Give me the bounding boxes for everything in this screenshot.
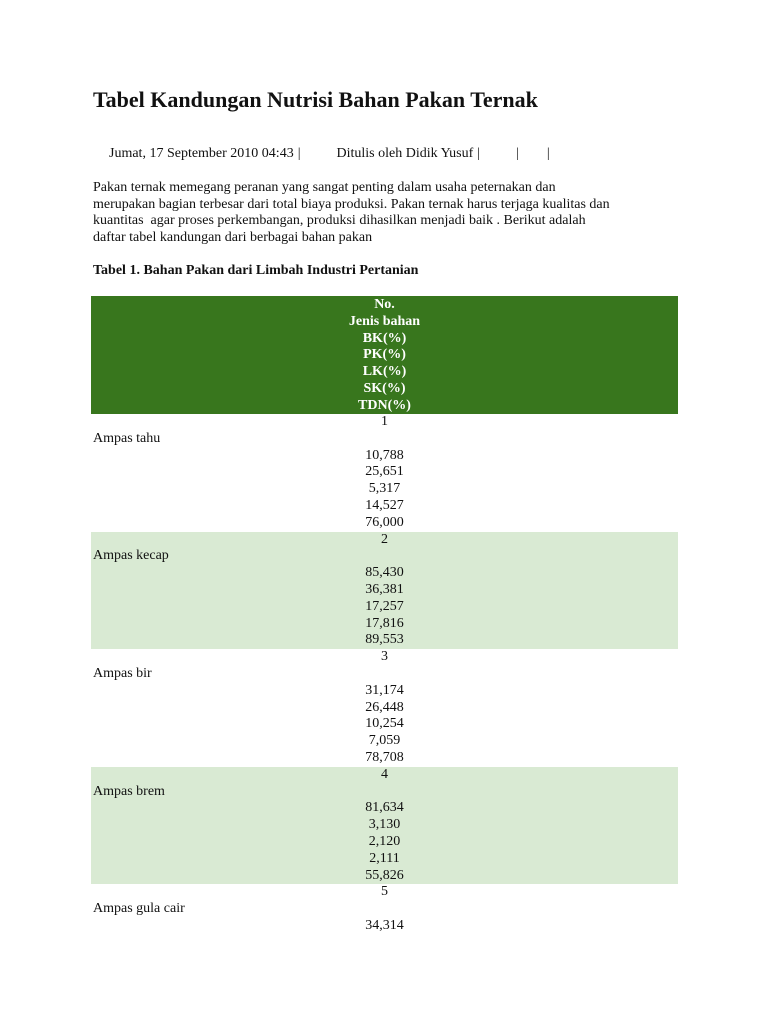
meta-separator: | [516, 146, 519, 161]
cell-name: Ampas brem [93, 783, 165, 799]
cell-bk: 81,634 [365, 800, 404, 816]
header-cell-tdn: TDN(%) [358, 397, 411, 413]
intro-line: kuantitas agar proses perkembangan, produksi dihasilkan menjadi baik . Berikut adalah [93, 213, 586, 228]
cell-no: 1 [381, 414, 388, 429]
cell-lk: 17,257 [365, 598, 404, 614]
cell-sk: 17,816 [365, 615, 404, 631]
cell-sk: 7,059 [368, 733, 401, 749]
header-cell-no: No. [374, 297, 395, 312]
cell-lk: 5,317 [368, 481, 401, 497]
cell-tdn: 78,708 [365, 749, 404, 765]
cell-bk: 31,174 [365, 682, 404, 698]
table-row [91, 532, 678, 650]
intro-line: Pakan ternak memegang peranan yang sangat penting dalam usaha peternakan dan [93, 180, 556, 195]
article-title: Tabel Kandungan Nutrisi Bahan Pakan Ternak [93, 87, 538, 112]
cell-name: Ampas gula cair [93, 901, 185, 917]
cell-no: 3 [381, 649, 388, 665]
cell-pk: 3,130 [368, 817, 401, 833]
cell-bk: 10,788 [365, 447, 404, 463]
table-caption: Tabel 1. Bahan Pakan dari Limbah Industri Pertanian [93, 263, 419, 278]
intro-line: daftar tabel kandungan dari berbagai bahan pakan [93, 229, 373, 245]
intro-line: merupakan bagian terbesar dari total biaya produksi. Pakan ternak harus terjaga kualitas dan [93, 196, 610, 212]
intro-paragraph [93, 180, 693, 246]
cell-bk: 85,430 [365, 565, 404, 581]
cell-name: Ampas kecap [93, 548, 169, 564]
cell-no: 2 [381, 531, 388, 547]
cell-name: Ampas bir [93, 665, 152, 681]
cell-lk: 10,254 [365, 716, 404, 732]
nutrition-table [91, 296, 678, 1024]
cell-name: Ampas tahu [93, 430, 161, 446]
header-cell-lk: LK(%) [362, 364, 407, 380]
cell-sk: 14,527 [365, 497, 404, 513]
cell-pk: 36,381 [365, 581, 404, 597]
table-row [91, 649, 678, 767]
header-cell-pk: PK(%) [363, 347, 406, 363]
table-row [91, 414, 678, 532]
meta-separator: | [546, 146, 550, 161]
cell-tdn: 55,826 [365, 867, 404, 883]
cell-tdn: 76,000 [365, 514, 404, 530]
header-cell-sk: SK(%) [363, 380, 406, 396]
cell-pk: 25,651 [365, 464, 404, 480]
table-row [91, 884, 678, 1024]
cell-lk: 2,120 [368, 833, 401, 849]
table-row [91, 767, 678, 885]
header-cell-bk: BK(%) [362, 330, 407, 346]
cell-sk: 2,111 [369, 850, 400, 866]
cell-bk: 34,314 [365, 917, 404, 933]
article-meta [109, 145, 550, 163]
table-header [91, 296, 678, 414]
header-cell-name: Jenis bahan [348, 313, 421, 329]
meta-separator: | [477, 146, 481, 161]
meta-separator: | [297, 146, 301, 161]
cell-no: 4 [381, 766, 388, 782]
article-date: Jumat, 17 September 2010 04:43 [109, 146, 294, 161]
cell-no: 5 [381, 884, 388, 900]
cell-tdn: 89,553 [365, 632, 404, 648]
article-author: Ditulis oleh Didik Yusuf [336, 146, 474, 161]
cell-pk: 26,448 [365, 699, 404, 715]
